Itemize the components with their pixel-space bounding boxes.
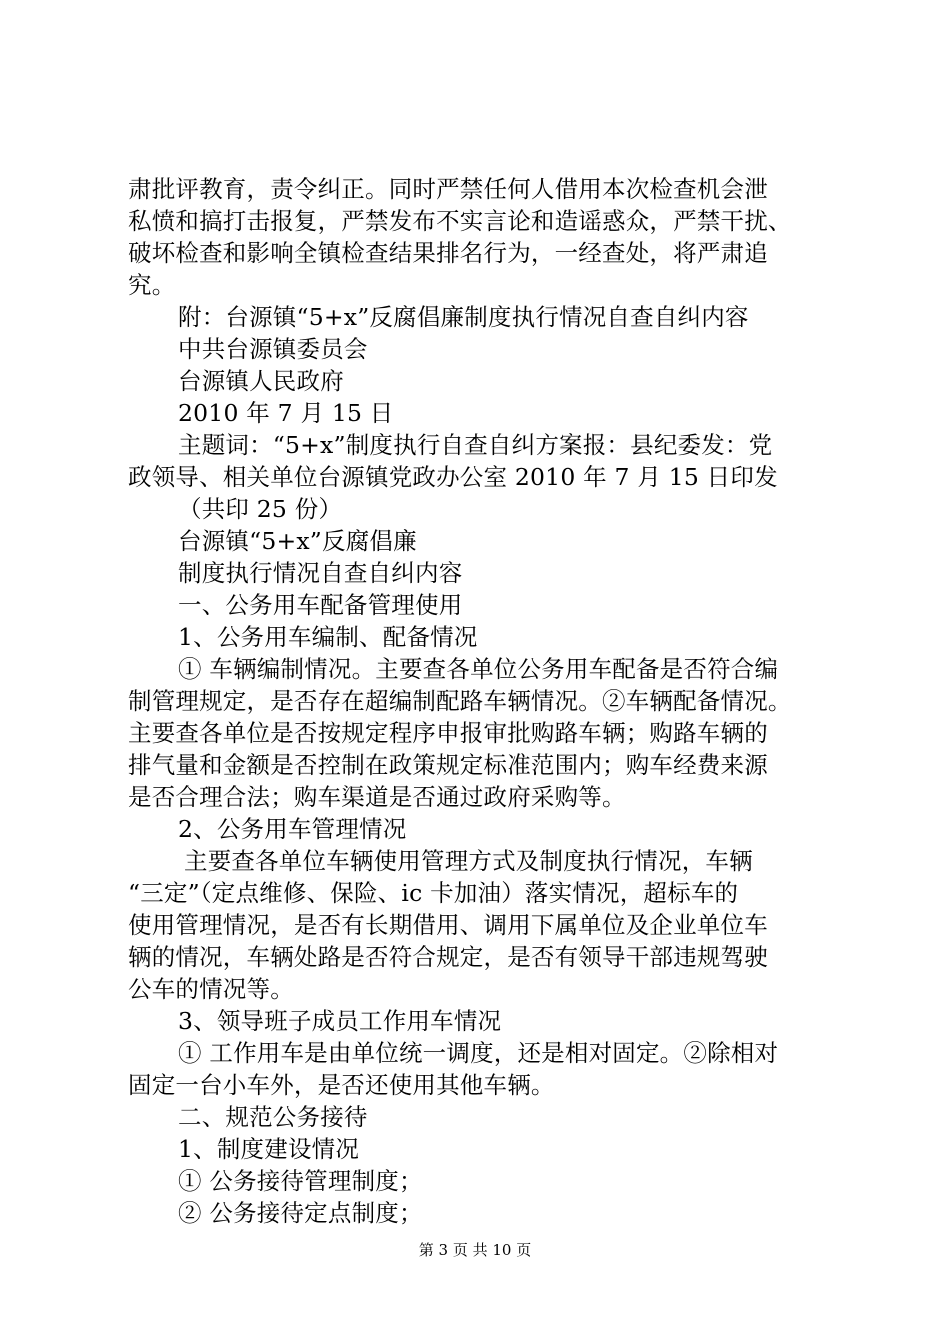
paragraph-line: 是否合理合法；购车渠道是否通过政府采购等。 <box>128 783 626 811</box>
subheading: 3、领导班子成员工作用车情况 <box>178 1007 502 1035</box>
paragraph-line: 破坏检查和影响全镇检查结果排名行为，一经查处，将严肃追 <box>128 239 768 267</box>
section-title: 制度执行情况自查自纠内容 <box>178 559 463 587</box>
paragraph-line: 制管理规定，是否存在超编制配路车辆情况。②车辆配备情况。 <box>128 687 792 715</box>
subheading: 1、公务用车编制、配备情况 <box>178 623 478 651</box>
paragraph-line: 使用管理情况，是否有长期借用、调用下属单位及企业单位车 <box>128 911 768 939</box>
paragraph-line: ① 工作用车是由单位统一调度，还是相对固定。②除相对 <box>178 1039 779 1067</box>
paragraph-line: 固定一台小车外，是否还使用其他车辆。 <box>128 1071 555 1099</box>
paragraph-line: 排气量和金额是否控制在政策规定标准范围内；购车经费来源 <box>128 751 768 779</box>
list-item: ② 公务接待定点制度； <box>178 1199 423 1227</box>
issuer-line: 台源镇人民政府 <box>178 367 344 395</box>
list-item: ① 公务接待管理制度； <box>178 1167 423 1195</box>
document-body <box>128 173 840 1229</box>
paragraph-line: 主要查各单位是否按规定程序申报审批购路车辆；购路车辆的 <box>128 719 768 747</box>
heading: 一、公务用车配备管理使用 <box>178 591 463 619</box>
paragraph-line: 肃批评教育，责令纠正。同时严禁任何人借用本次检查机会泄 <box>128 175 768 203</box>
date-line: 2010 年 7 月 15 日 <box>178 399 394 427</box>
subject-line: 政领导、相关单位台源镇党政办公室 2010 年 7 月 15 日印发 <box>128 463 778 491</box>
subject-line: 主题词：“5+x”制度执行自查自纠方案报：县纪委发：党 <box>178 431 773 459</box>
paragraph-line: 私愤和搞打击报复，严禁发布不实言论和造谣惑众，严禁干扰、 <box>128 207 792 235</box>
paragraph-line: 公车的情况等。 <box>128 975 294 1003</box>
page-number: 第 3 页 共 10 页 <box>418 1241 532 1259</box>
paragraph-line: 究。 <box>128 271 176 299</box>
paragraph-line: ① 车辆编制情况。主要查各单位公务用车配备是否符合编 <box>178 655 779 683</box>
subheading: 2、公务用车管理情况 <box>178 815 407 843</box>
section-title: 台源镇“5+x”反腐倡廉 <box>178 527 417 555</box>
heading: 二、规范公务接待 <box>178 1103 368 1131</box>
paragraph-line: 主要查各单位车辆使用管理方式及制度执行情况，车辆 <box>184 847 753 875</box>
paragraph-line: “三定”（定点维修、保险、ic 卡加油）落实情况，超标车的 <box>128 879 739 907</box>
subheading: 1、制度建设情况 <box>178 1135 360 1163</box>
paragraph-line: 辆的情况，车辆处路是否符合规定，是否有领导干部违规驾驶 <box>128 943 768 971</box>
copies-line: （共印 25 份） <box>178 495 343 523</box>
issuer-line: 中共台源镇委员会 <box>178 335 368 363</box>
attachment-line: 附：台源镇“5+x”反腐倡廉制度执行情况自查自纠内容 <box>178 303 749 331</box>
